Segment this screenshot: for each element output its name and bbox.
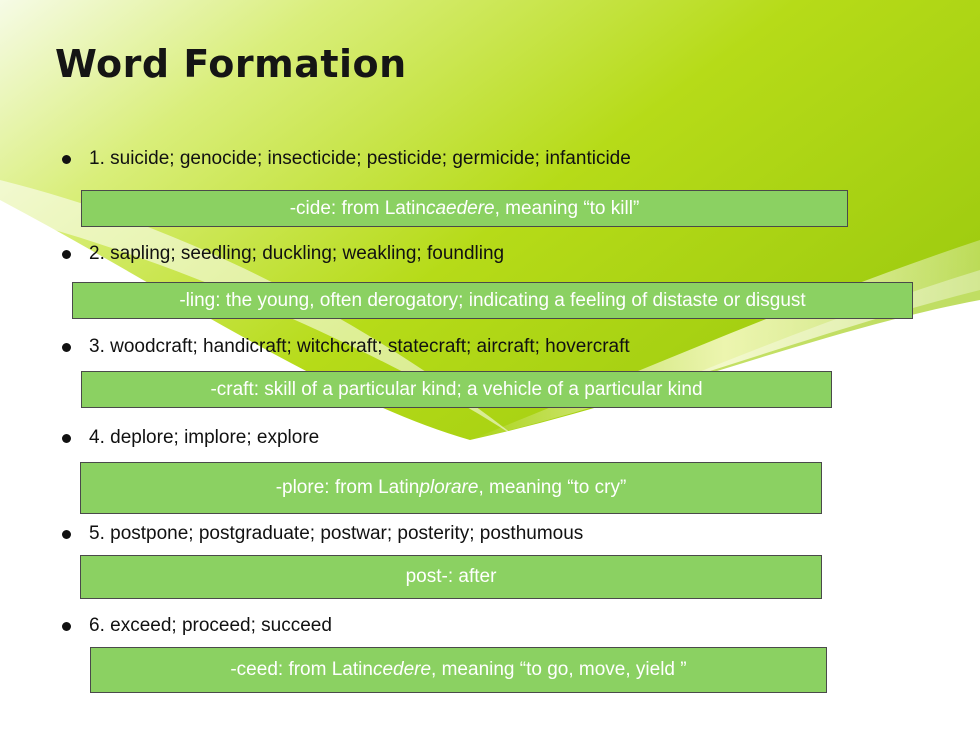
bullet-dot-icon bbox=[62, 622, 71, 631]
definition-text: -ling: the young, often derogatory; indicating a feeling of distaste or disgust bbox=[179, 289, 806, 311]
definition-text-after: , meaning “to go, move, yield ” bbox=[431, 659, 687, 680]
slide-title: Word Formation bbox=[55, 42, 407, 86]
bullet-text: 1. suicide; genocide; insecticide; pesticide; germicide; infanticide bbox=[89, 148, 631, 169]
definition-text-after: , meaning “to kill” bbox=[494, 197, 640, 219]
definition-box-2 bbox=[72, 282, 913, 319]
definition-italic: caedere bbox=[425, 197, 495, 219]
definition-text: post-: after bbox=[405, 566, 497, 587]
definition-box-4 bbox=[80, 462, 822, 514]
bullet-item-5 bbox=[62, 521, 583, 547]
bullet-dot-icon bbox=[62, 434, 71, 443]
definition-text: -ceed: from Latin bbox=[230, 659, 373, 680]
definition-box-3 bbox=[81, 371, 832, 408]
bullet-item-6 bbox=[62, 613, 332, 639]
bullet-text: 2. sapling; seedling; duckling; weakling; foundling bbox=[89, 243, 505, 264]
definition-box-5 bbox=[80, 555, 822, 599]
bullet-dot-icon bbox=[62, 250, 71, 259]
bullet-item-4 bbox=[62, 425, 319, 451]
bullet-item-3 bbox=[62, 334, 630, 360]
definition-text: -craft: skill of a particular kind; a vehicle of a particular kind bbox=[210, 378, 703, 400]
bullet-text: 6. exceed; proceed; succeed bbox=[89, 615, 332, 636]
definition-italic: cedere bbox=[372, 659, 432, 680]
definition-box-1 bbox=[81, 190, 848, 227]
bullet-dot-icon bbox=[62, 343, 71, 352]
bullet-dot-icon bbox=[62, 155, 71, 164]
bullet-item-1 bbox=[62, 146, 631, 172]
definition-text-after: , meaning “to cry” bbox=[478, 477, 627, 498]
bullet-text: 4. deplore; implore; explore bbox=[89, 427, 320, 448]
definition-box-6 bbox=[90, 647, 827, 693]
bullet-text: 5. postpone; postgraduate; postwar; posterity; posthumous bbox=[89, 523, 584, 544]
definition-text: -plore: from Latin bbox=[275, 477, 420, 498]
definition-text: -cide: from Latin bbox=[289, 197, 426, 219]
bullet-text: 3. woodcraft; handicraft; witchcraft; statecraft; aircraft; hovercraft bbox=[89, 336, 630, 357]
bullet-item-2 bbox=[62, 241, 504, 267]
bullet-dot-icon bbox=[62, 530, 71, 539]
definition-italic: plorare bbox=[419, 477, 479, 498]
